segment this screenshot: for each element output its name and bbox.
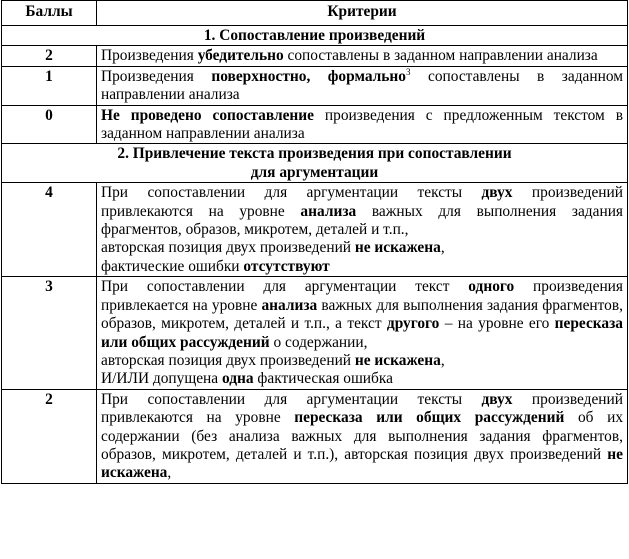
- table-row: [2, 66, 628, 105]
- criteria-paragraph: [101, 258, 623, 276]
- score-cell: 1: [2, 66, 97, 105]
- criteria-emphasis: двух: [481, 184, 513, 202]
- section-title-line: для аргументации: [250, 163, 379, 181]
- criteria-emphasis: пересказа или общих рассуждений: [101, 315, 623, 351]
- criteria-text: произведения с предложенным текстом в заданном направлении анализа: [101, 106, 623, 143]
- criteria-text: важных для выполнения задания фрагментов, образов, микротем, деталей и т.п., а текст: [101, 296, 623, 333]
- criteria-cell: [97, 389, 628, 483]
- criteria-text: И/ИЛИ допущена: [101, 370, 222, 388]
- criteria-emphasis: не искажена: [354, 351, 441, 369]
- criteria-text: важных для выполнения задания фрагментов, образов, микротем, деталей и т.п.,: [101, 202, 624, 239]
- footnote-marker: 3: [406, 66, 411, 77]
- section-row: [2, 144, 628, 183]
- criteria-text: Произведения: [101, 67, 212, 85]
- criteria-text: При сопоставлении для аргументации текст: [101, 278, 469, 296]
- criteria-text: об их содержании (без анализа важных для выполнения задания фрагментов, образов, микротем, деталей и т.п.), авторская позиция двух произведений: [101, 409, 624, 463]
- criteria-text: произведений привлекаются на уровне: [101, 184, 624, 220]
- criteria-emphasis: не искажена: [354, 239, 441, 257]
- criteria-emphasis: анализа: [300, 202, 357, 220]
- table-row: [2, 183, 628, 277]
- table-row: [2, 277, 628, 389]
- criteria-paragraph: [101, 278, 623, 352]
- criteria-cell: [97, 66, 628, 105]
- score-cell: 0: [2, 105, 97, 144]
- section-title: [2, 144, 628, 183]
- score-cell: 3: [2, 277, 97, 389]
- score-cell: 2: [2, 46, 97, 66]
- criteria-emphasis: другого: [386, 315, 440, 333]
- criteria-paragraph: [101, 184, 623, 239]
- criteria-emphasis: двух: [481, 390, 513, 408]
- criteria-cell: [97, 105, 628, 144]
- criteria-emphasis: не искажена: [101, 445, 623, 482]
- criteria-emphasis: отсутствуют: [243, 257, 330, 275]
- criteria-text: фактические ошибки: [101, 257, 244, 275]
- criteria-text: фактическая ошибка: [253, 370, 393, 388]
- score-cell: 4: [2, 183, 97, 277]
- criteria-text: ,: [167, 464, 172, 482]
- criteria-text: – на уровне его: [439, 315, 555, 333]
- criteria-text: произведения привлекается на уровне: [101, 278, 623, 314]
- criteria-text: Произведения: [101, 47, 198, 65]
- criteria-emphasis: Не проведено сопоставление: [101, 106, 314, 124]
- criteria-text: ,: [440, 239, 445, 257]
- criteria-cell: [97, 183, 628, 277]
- score-column-header: Баллы: [2, 1, 97, 26]
- criteria-text: произведений привлекаются на уровне: [101, 390, 624, 427]
- table-row: [2, 46, 628, 66]
- criteria-emphasis: убедительно: [197, 47, 284, 65]
- criteria-cell: [97, 46, 628, 66]
- criteria-text: сопоставлены в заданном направлении анализа: [101, 67, 623, 104]
- criteria-text: авторская позиция двух произведений: [101, 351, 355, 369]
- criteria-text: При сопоставлении для аргументации тексты: [101, 184, 482, 202]
- criteria-text: о содержании,: [269, 333, 368, 351]
- score-cell: 2: [2, 389, 97, 483]
- section-row: [2, 26, 628, 46]
- table-header-row: [2, 1, 628, 26]
- criteria-emphasis: пересказа или общих рассуждений: [294, 409, 565, 427]
- table-row: [2, 389, 628, 483]
- section-title-line: 2. Привлечение текста произведения при сопоставлении: [117, 145, 512, 163]
- criteria-emphasis: поверхностно, формально: [211, 67, 406, 85]
- criteria-table: [1, 0, 628, 484]
- criteria-emphasis: одна: [221, 370, 254, 388]
- criteria-text: ,: [440, 351, 445, 369]
- criteria-paragraph: [101, 352, 623, 370]
- table-row: [2, 105, 628, 144]
- criteria-cell: [97, 277, 628, 389]
- criteria-text: авторская позиция двух произведений: [101, 239, 355, 257]
- criteria-text: При сопоставлении для аргументации тексты: [101, 390, 482, 408]
- criteria-emphasis: одного: [468, 278, 515, 296]
- criteria-column-header: Критерии: [97, 1, 628, 26]
- criteria-emphasis: анализа: [261, 296, 318, 314]
- criteria-paragraph: [101, 239, 623, 257]
- criteria-paragraph: [101, 370, 623, 388]
- section-title: 1. Сопоставление произведений: [2, 26, 628, 46]
- criteria-text: сопоставлены в заданном направлении анализа: [283, 47, 598, 65]
